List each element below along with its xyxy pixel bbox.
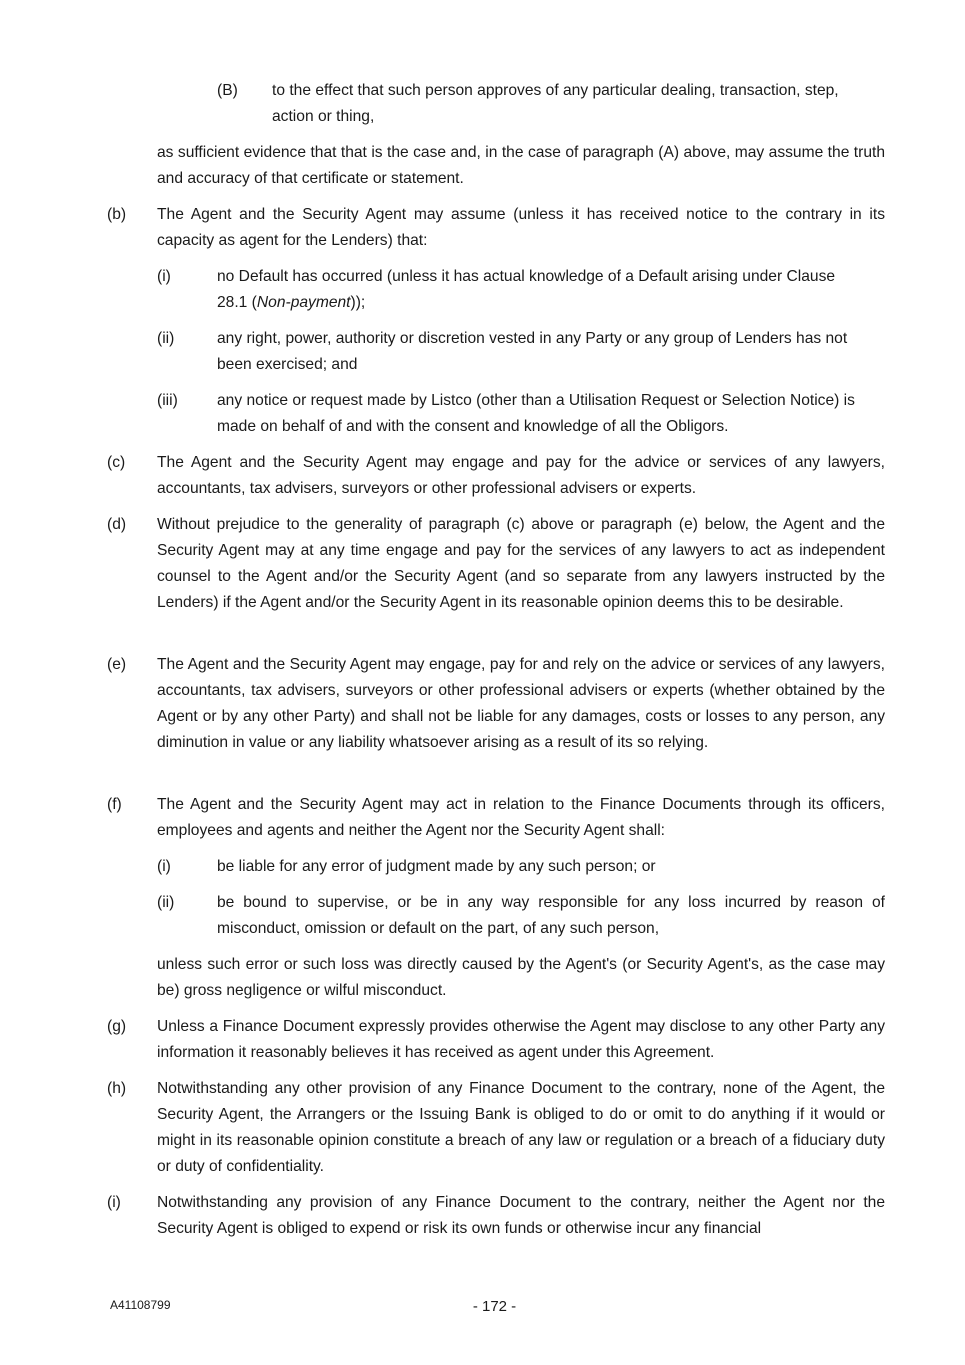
clause-text-f: The Agent and the Security Agent may act in relation to the Finance Documents through its officers, employees and agents and neither the Agent nor the Security Agent shall:	[157, 796, 885, 839]
clause-text-b-iii: any notice or request made by Listco (other than a Utilisation Request or Selection Notice) is made on behalf of and with the consent and knowledge of all the Obligors.	[217, 392, 855, 435]
clause-label-B: (B)	[217, 82, 238, 99]
clause-text-c: The Agent and the Security Agent may engage and pay for the advice or services of any lawyers, accountants, tax advisers, surveyors or other professional advisers or experts.	[157, 454, 885, 497]
clause-label-e: (e)	[107, 656, 127, 673]
clause-text-B: to the effect that such person approves of any particular dealing, transaction, step, action or thing,	[272, 82, 839, 125]
continuation-paragraph-2: unless such error or such loss was directly caused by the Agent's (or Security Agent's, as the case may be) gross negligence or wilful misconduct.	[157, 956, 885, 999]
clause-label-g: (g)	[107, 1018, 127, 1035]
continuation-paragraph: as sufficient evidence that that is the case and, in the case of paragraph (A) above, may assume the truth and accuracy of that certificate or statement.	[157, 144, 885, 187]
clause-label-f: (f)	[107, 796, 122, 813]
clause-text-f-ii: be bound to supervise, or be in any way responsible for any loss incurred by reason of misconduct, omission or default on the part, of any such person,	[217, 894, 885, 937]
document-id: A41108799	[110, 1298, 171, 1312]
clause-label-c: (c)	[107, 454, 126, 471]
clause-text-i: Notwithstanding any provision of any Finance Document to the contrary, neither the Agent nor the Security Agent is obliged to expend or risk its own funds or otherwise incur any financial	[157, 1194, 885, 1237]
clause-text-g: Unless a Finance Document expressly provides otherwise the Agent may disclose to any other Party any information it reasonably believes it has received as agent under this Agreement.	[157, 1018, 885, 1061]
clause-label-b-ii: (ii)	[157, 330, 175, 347]
clause-text-b-ii: any right, power, authority or discretion vested in any Party or any group of Lenders has not been exercised; and	[217, 330, 848, 373]
clause-label-h: (h)	[107, 1080, 127, 1097]
clause-text-b-i-before: no Default has occurred (unless it has actual knowledge of a Default arising under Clause 28.1 (	[217, 268, 836, 311]
clause-label-f-i: (i)	[157, 858, 171, 875]
clause-text-b: The Agent and the Security Agent may assume (unless it has received notice to the contrary in its capacity as agent for the Lenders) that:	[157, 206, 885, 249]
clause-label-i: (i)	[107, 1194, 121, 1211]
clause-text-f-i: be liable for any error of judgment made by any such person; or	[217, 858, 656, 875]
clause-text-b-i-after: ));	[350, 294, 366, 311]
clause-text-h: Notwithstanding any other provision of any Finance Document to the contrary, none of the Agent, the Security Agent, the Arrangers or the Issuing Bank is obliged to do or omit to do anything if it would or might in its reasonable opinion constitute a breach of any law or regulation or a breach of a fiduciary duty or duty of confidentiality.	[157, 1080, 885, 1175]
clause-text-b-i	[217, 264, 857, 316]
clause-text-d: Without prejudice to the generality of paragraph (c) above or paragraph (e) below, the Agent and the Security Agent may at any time engage and pay for the services of any lawyers to act as independent counsel to the Agent and/or the Security Agent (and so separate from any lawyers instructed by the Lenders) if the Agent and/or the Security Agent in its reasonable opinion deems this to be desirable.	[157, 516, 885, 611]
clause-text-e: The Agent and the Security Agent may engage, pay for and rely on the advice or services of any lawyers, accountants, tax advisers, surveyors or other professional advisers or experts (whether obtained by the Agent or by any other Party) and shall not be liable for any damages, costs or losses to any person, any diminution in value or any liability whatsoever arising as a result of its so relying.	[157, 656, 885, 751]
clause-label-b: (b)	[107, 206, 127, 223]
clause-ref-non-payment: Non-payment	[256, 294, 351, 311]
clause-label-d: (d)	[107, 516, 127, 533]
clause-label-b-iii: (iii)	[157, 392, 178, 409]
page-number: - 172 -	[472, 1298, 517, 1315]
clause-label-f-ii: (ii)	[157, 894, 175, 911]
clause-label-b-i: (i)	[157, 268, 171, 285]
